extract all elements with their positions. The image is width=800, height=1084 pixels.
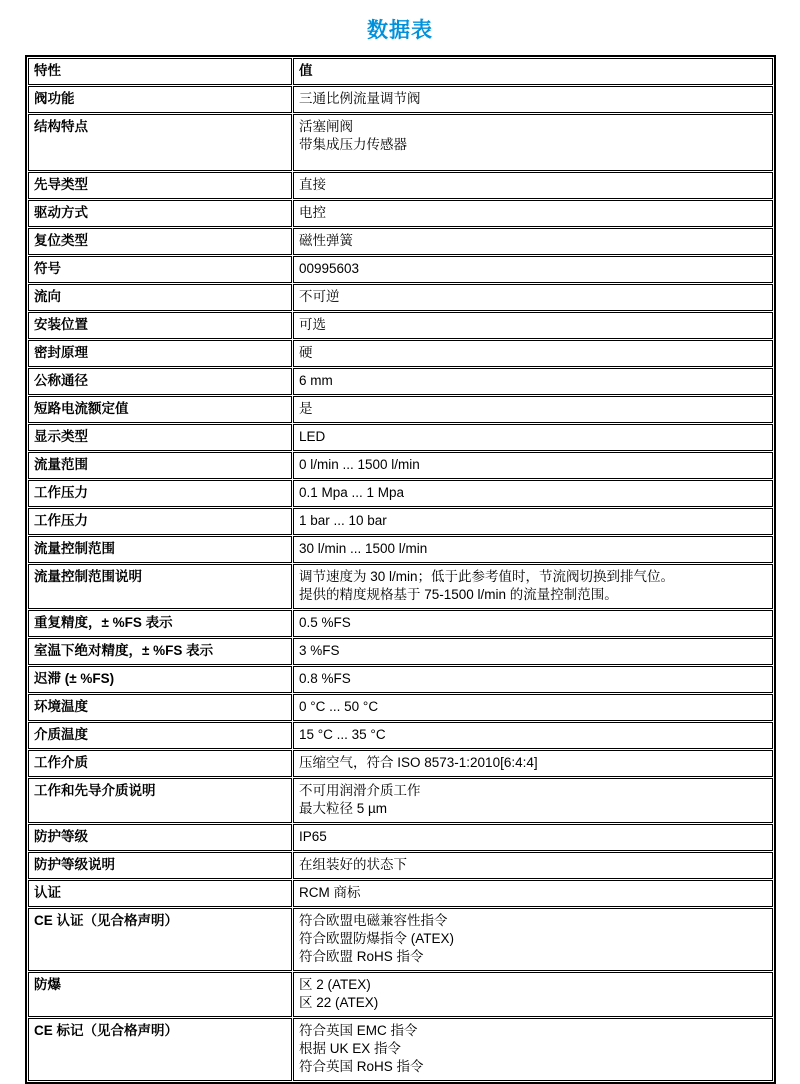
- value-cell: [293, 880, 773, 907]
- value-line: 0 l/min ... 1500 l/min: [299, 457, 420, 472]
- value-line: 三通比例流量调节阀: [299, 91, 421, 106]
- value-line: 是: [299, 401, 313, 416]
- value-cell: [293, 610, 773, 637]
- value-line: LED: [299, 429, 326, 444]
- table-row: [28, 1018, 773, 1081]
- table-row: [28, 284, 773, 311]
- value-cell: [293, 750, 773, 777]
- value-line: 符合英国 EMC 指令: [299, 1023, 418, 1038]
- property-cell: 室温下绝对精度，± %FS 表示: [28, 638, 292, 665]
- value-cell: [293, 368, 773, 395]
- property-cell: 符号: [28, 256, 292, 283]
- property-cell: 迟滞 (± %FS): [28, 666, 292, 693]
- value-cell: [293, 312, 773, 339]
- value-line: 压缩空气，符合 ISO 8573-1:2010[6:4:4]: [299, 755, 538, 770]
- value-cell: [293, 824, 773, 851]
- table-row: [28, 396, 773, 423]
- value-line: 符合欧盟 RoHS 指令: [299, 949, 424, 964]
- table-row: [28, 508, 773, 535]
- value-line: 可选: [299, 317, 326, 332]
- value-cell: [293, 638, 773, 665]
- value-line: 符合欧盟电磁兼容性指令: [299, 913, 448, 928]
- property-cell: 流量控制范围: [28, 536, 292, 563]
- value-line: 最大粒径 5 µm: [299, 801, 388, 816]
- value-line: 0.1 Mpa ... 1 Mpa: [299, 485, 405, 500]
- property-column-header: 特性: [28, 58, 292, 85]
- property-cell: 复位类型: [28, 228, 292, 255]
- value-cell: [293, 340, 773, 367]
- value-line: 不可用润滑介质工作: [299, 783, 421, 798]
- value-cell: [293, 396, 773, 423]
- value-cell: [293, 86, 773, 113]
- value-line: 电控: [299, 205, 326, 220]
- property-cell: 先导类型: [28, 172, 292, 199]
- property-cell: 安装位置: [28, 312, 292, 339]
- value-cell: [293, 200, 773, 227]
- property-cell: 防爆: [28, 972, 292, 1017]
- property-cell: 认证: [28, 880, 292, 907]
- value-line: 1 bar ... 10 bar: [299, 513, 387, 528]
- table-row: [28, 228, 773, 255]
- value-line: 提供的精度规格基于 75-1500 l/min 的流量控制范围。: [299, 587, 618, 602]
- table-row: [28, 564, 773, 609]
- property-cell: 防护等级说明: [28, 852, 292, 879]
- header-row: [28, 58, 773, 85]
- value-line: 带集成压力传感器: [299, 137, 407, 152]
- value-cell: [293, 972, 773, 1017]
- property-cell: 密封原理: [28, 340, 292, 367]
- property-cell: 工作压力: [28, 508, 292, 535]
- value-line: 3 %FS: [299, 643, 340, 658]
- property-cell: 流量控制范围说明: [28, 564, 292, 609]
- value-line: 0.8 %FS: [299, 671, 351, 686]
- table-body: [28, 86, 773, 1081]
- value-cell: [293, 666, 773, 693]
- value-line: 不可逆: [299, 289, 340, 304]
- table-row: [28, 610, 773, 637]
- table-row: [28, 536, 773, 563]
- value-cell: [293, 172, 773, 199]
- value-line: 30 l/min ... 1500 l/min: [299, 541, 428, 556]
- property-cell: 环境温度: [28, 694, 292, 721]
- table-row: [28, 694, 773, 721]
- table-row: [28, 480, 773, 507]
- value-cell: [293, 424, 773, 451]
- table-row: [28, 452, 773, 479]
- value-line: 直接: [299, 177, 326, 192]
- value-line: 0 °C ... 50 °C: [299, 699, 379, 714]
- property-cell: 工作介质: [28, 750, 292, 777]
- value-cell: [293, 722, 773, 749]
- table-row: [28, 908, 773, 971]
- table-row: [28, 722, 773, 749]
- table-row: [28, 114, 773, 171]
- value-line: 硬: [299, 345, 313, 360]
- value-line: 6 mm: [299, 373, 333, 388]
- value-cell: [293, 284, 773, 311]
- value-line: RCM 商标: [299, 885, 361, 900]
- property-cell: 工作和先导介质说明: [28, 778, 292, 823]
- property-cell: CE 标记（见合格声明）: [28, 1018, 292, 1081]
- value-cell: [293, 778, 773, 823]
- value-line: 区 2 (ATEX): [299, 977, 371, 992]
- property-cell: 工作压力: [28, 480, 292, 507]
- table-row: [28, 778, 773, 823]
- page-title: 数据表: [367, 19, 433, 42]
- value-cell: [293, 114, 773, 171]
- table-row: [28, 666, 773, 693]
- table-row: [28, 256, 773, 283]
- table-row: [28, 750, 773, 777]
- property-cell: 驱动方式: [28, 200, 292, 227]
- value-line: 0.5 %FS: [299, 615, 351, 630]
- table-row: [28, 172, 773, 199]
- spec-table: [25, 55, 776, 1084]
- table-row: [28, 972, 773, 1017]
- property-cell: 流量范围: [28, 452, 292, 479]
- table-row: [28, 852, 773, 879]
- value-cell: [293, 256, 773, 283]
- property-cell: 公称通径: [28, 368, 292, 395]
- property-cell: 重复精度，± %FS 表示: [28, 610, 292, 637]
- property-cell: 流向: [28, 284, 292, 311]
- value-line: 调节速度为 30 l/min；低于此参考值时，节流阀切换到排气位。: [299, 569, 675, 584]
- value-line: 00995603: [299, 261, 360, 276]
- property-cell: 介质温度: [28, 722, 292, 749]
- value-cell: [293, 852, 773, 879]
- table-row: [28, 200, 773, 227]
- value-line: 符合英国 RoHS 指令: [299, 1059, 424, 1074]
- value-column-header: 值: [293, 58, 773, 85]
- property-cell: 防护等级: [28, 824, 292, 851]
- table-row: [28, 880, 773, 907]
- value-cell: [293, 564, 773, 609]
- value-cell: [293, 1018, 773, 1081]
- property-cell: CE 认证（见合格声明）: [28, 908, 292, 971]
- property-cell: 显示类型: [28, 424, 292, 451]
- value-line: 在组装好的状态下: [299, 857, 407, 872]
- value-line: 区 22 (ATEX): [299, 995, 379, 1010]
- value-cell: [293, 536, 773, 563]
- table-row: [28, 824, 773, 851]
- value-line: IP65: [299, 829, 327, 844]
- value-line: 根据 UK EX 指令: [299, 1041, 402, 1056]
- property-cell: 短路电流额定值: [28, 396, 292, 423]
- value-line: 活塞闸阀: [299, 119, 353, 134]
- value-line: 符合欧盟防爆指令 (ATEX): [299, 931, 454, 946]
- table-row: [28, 424, 773, 451]
- table-row: [28, 86, 773, 113]
- value-cell: [293, 908, 773, 971]
- value-line: 磁性弹簧: [299, 233, 353, 248]
- value-cell: [293, 480, 773, 507]
- table-row: [28, 638, 773, 665]
- property-cell: 结构特点: [28, 114, 292, 171]
- table-row: [28, 312, 773, 339]
- value-cell: [293, 452, 773, 479]
- value-cell: [293, 228, 773, 255]
- value-cell: [293, 694, 773, 721]
- property-cell: 阀功能: [28, 86, 292, 113]
- value-line: 15 °C ... 35 °C: [299, 727, 386, 742]
- table-row: [28, 340, 773, 367]
- table-row: [28, 368, 773, 395]
- value-cell: [293, 508, 773, 535]
